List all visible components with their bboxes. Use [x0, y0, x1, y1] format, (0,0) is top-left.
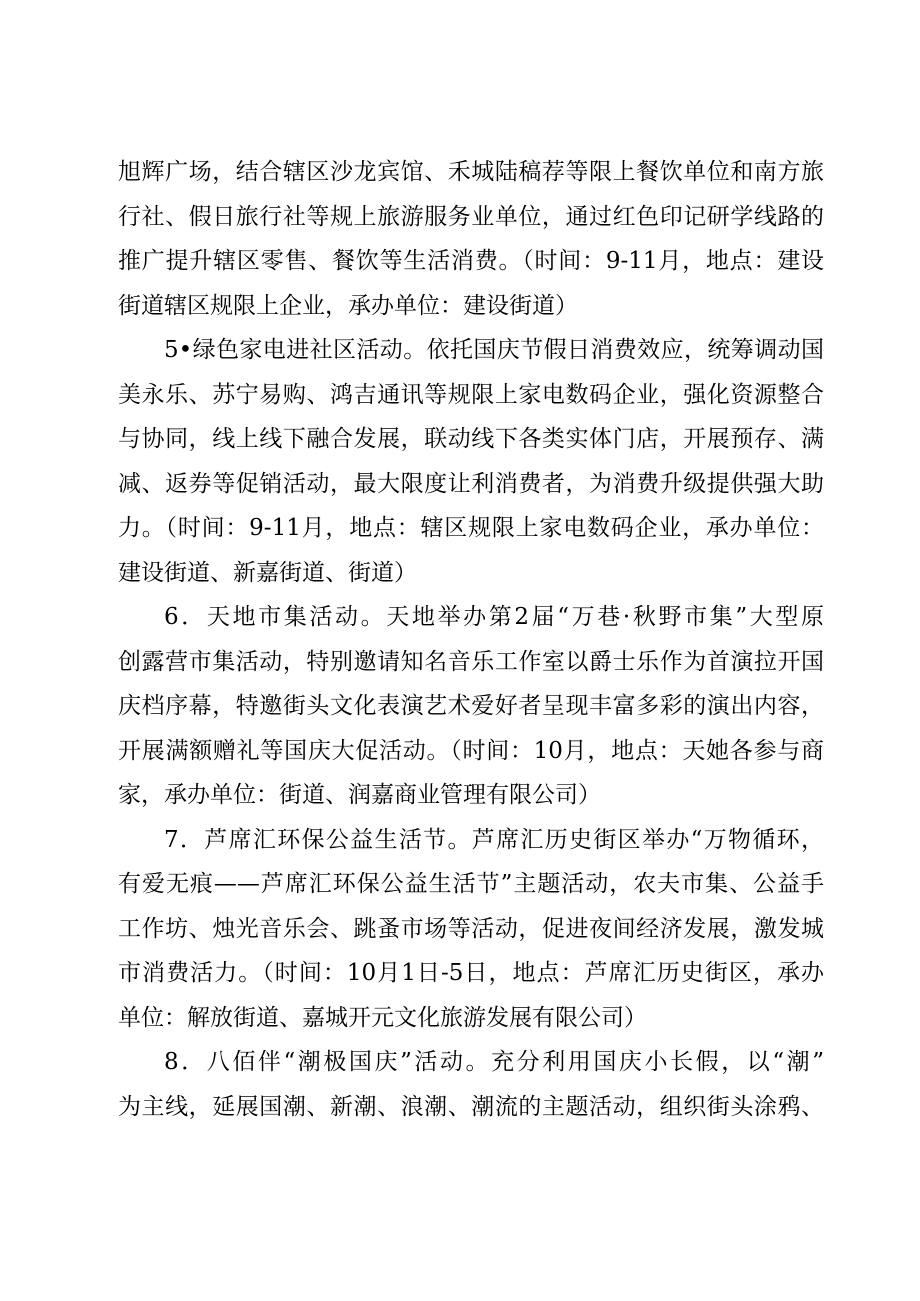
- text-line-12: 创露营市集活动，特别邀请知名音乐工作室以爵士乐作为首演拉开国: [118, 648, 824, 675]
- text-line-13: 庆档序幕，特邀街头文化表演艺术爱好者呈现丰富多彩的演出内容，: [118, 693, 824, 719]
- text-line-6: 美永乐、苏宁易购、鸿吉通讯等规限上家电数码企业，强化资源整合: [118, 381, 824, 408]
- text-line-14: 开展满额赠礼等国庆大促活动。（时间：10月，地点：天她各参与商: [118, 737, 824, 764]
- text-line-15: 家，承办单位：街道、润嘉商业管理有限公司）: [118, 782, 601, 808]
- text-line-21: 8．八佰伴“潮极国庆”活动。充分利用国庆小长假，以“潮”: [164, 1049, 824, 1075]
- text-line-3: 推广提升辖区零售、餐饮等生活消费。（时间：9-11月，地点：建设: [118, 248, 824, 274]
- text-line-18: 工作坊、烛光音乐会、跳蚤市场等活动，促进夜间经济发展，激发城: [118, 915, 824, 942]
- text-line-4: 街道辖区规限上企业，承办单位：建设街道）: [118, 292, 578, 319]
- text-line-16: 7．芦席汇环保公益生活节。芦席汇历史街区举办“万物循环，: [164, 826, 824, 853]
- text-line-2: 行社、假日旅行社等规上旅游服务业单位，通过红色印记研学线路的: [118, 203, 824, 230]
- text-line-10: 建设街道、新嘉街道、街道）: [118, 559, 417, 586]
- text-line-1: 旭辉广场，结合辖区沙龙宾馆、禾城陆稿荐等限上餐饮单位和南方旅: [118, 159, 824, 185]
- text-line-19: 市消费活力。（时间：10月1日-5日，地点：芦席汇历史街区，承办: [118, 960, 824, 986]
- text-line-17: 有爱无痕——芦席汇环保公益生活节”主题活动，农夫市集、公益手: [118, 871, 824, 897]
- text-line-20: 单位：解放街道、嘉城开元文化旅游发展有限公司）: [118, 1004, 647, 1031]
- body-text: [118, 150, 824, 1129]
- text-line-22: 为主线，延展国潮、新潮、浪潮、潮流的主题活动，组织街头涂鸦、: [118, 1093, 824, 1120]
- text-line-9: 力。（时间：9-11月，地点：辖区规限上家电数码企业，承办单位：: [118, 515, 824, 541]
- text-line-7: 与协同，线上线下融合发展，联动线下各类实体门店，开展预存、满: [118, 426, 824, 452]
- text-line-8: 减、返券等促销活动，最大限度让利消费者，为消费升级提供强大助: [118, 470, 824, 497]
- text-line-11: 6．天地市集活动。天地举办第2届“万巷·秋野市集”大型原: [164, 604, 824, 630]
- text-line-5: 5•绿色家电进社区活动。依托国庆节假日消费效应，统筹调动国: [164, 337, 824, 363]
